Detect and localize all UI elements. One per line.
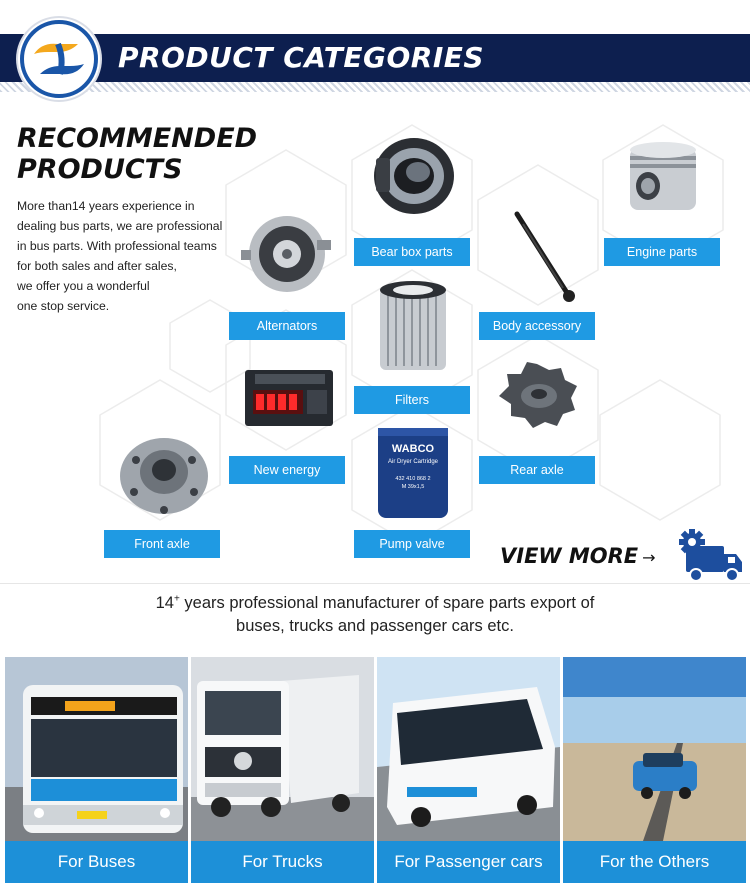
section-divider: [0, 583, 750, 584]
category-others[interactable]: [563, 657, 746, 883]
category-trucks[interactable]: [191, 657, 374, 883]
city-bus-photo: [5, 657, 188, 841]
product-label: Rear axle: [479, 456, 595, 484]
desc-line: More than14 years experience in: [17, 199, 195, 213]
product-pump-valve[interactable]: [354, 418, 470, 558]
product-filters[interactable]: [354, 274, 470, 414]
product-alternators[interactable]: [229, 200, 345, 340]
cartridge-code2: M 39x1,5: [401, 484, 425, 490]
view-more-link[interactable]: [500, 541, 656, 571]
desc-line: one stop service.: [17, 299, 110, 313]
truck-photo: [191, 657, 374, 841]
desc-line: dealing bus parts, we are professional: [17, 219, 223, 233]
product-rear-axle[interactable]: [479, 344, 595, 484]
company-logo-icon[interactable]: [18, 18, 100, 100]
product-label: Filters: [354, 386, 470, 414]
cartridge-subtitle: Air Dryer Cartridge: [387, 459, 439, 465]
product-label: Bear box parts: [354, 238, 470, 266]
category-buses[interactable]: [5, 657, 188, 883]
category-label: For the Others: [563, 841, 746, 883]
product-label: Pump valve: [354, 530, 470, 558]
cartridge-code1: 432 410 868 2: [395, 476, 431, 482]
bearing-icon: [362, 126, 462, 230]
product-new-energy[interactable]: [229, 344, 345, 484]
recommended-description: [17, 196, 237, 316]
category-passenger-cars[interactable]: [377, 657, 560, 883]
product-label: Engine parts: [604, 238, 720, 266]
product-label: Body accessory: [479, 312, 595, 340]
gear-truck-icon[interactable]: [678, 528, 744, 584]
desc-line: we offer you a wonderful: [17, 279, 150, 293]
air-filter-icon: [362, 274, 462, 378]
meter-panel-icon: [237, 344, 337, 448]
category-label: For Trucks: [191, 841, 374, 883]
tagline-years: 14: [155, 594, 174, 612]
page-title: PRODUCT CATEGORIES: [118, 41, 485, 74]
tagline: [20, 592, 730, 638]
tagline-line1: [20, 592, 730, 615]
coach-photo: [377, 657, 560, 841]
pickup-car-photo: [563, 657, 746, 841]
arrow-right-icon: →: [642, 548, 656, 567]
alternator-icon: [237, 200, 337, 304]
category-label: For Passenger cars: [377, 841, 560, 883]
product-front-axle[interactable]: [104, 418, 220, 558]
desc-line: in bus parts. With professional teams: [17, 239, 217, 253]
view-more-label: VIEW MORE: [500, 544, 639, 568]
recommended-title: [17, 123, 277, 185]
tagline-plus: +: [173, 593, 180, 605]
product-label: Alternators: [229, 312, 345, 340]
desc-line: for both sales and after sales,: [17, 259, 177, 273]
tagline-line2: buses, trucks and passenger cars etc.: [236, 617, 514, 635]
oil-cartridge-icon: [362, 418, 462, 522]
cartridge-brand: WABCO: [391, 443, 435, 455]
product-label: New energy: [229, 456, 345, 484]
category-label: For Buses: [5, 841, 188, 883]
header-stripe: [0, 82, 750, 92]
tagline-line1-text: years professional manufacturer of spare parts export of: [184, 594, 595, 612]
product-bear-box-parts[interactable]: [354, 126, 470, 266]
bevel-gear-icon: [487, 344, 587, 448]
piston-icon: [612, 126, 712, 230]
wheel-hub-icon: [112, 418, 212, 522]
product-engine-parts[interactable]: [604, 126, 720, 266]
product-label: Front axle: [104, 530, 220, 558]
wiper-arm-icon: [487, 200, 587, 304]
recommended-title-line2: PRODUCTS: [17, 154, 183, 185]
product-body-accessory[interactable]: [479, 200, 595, 340]
recommended-title-line1: RECOMMENDED: [17, 123, 258, 154]
